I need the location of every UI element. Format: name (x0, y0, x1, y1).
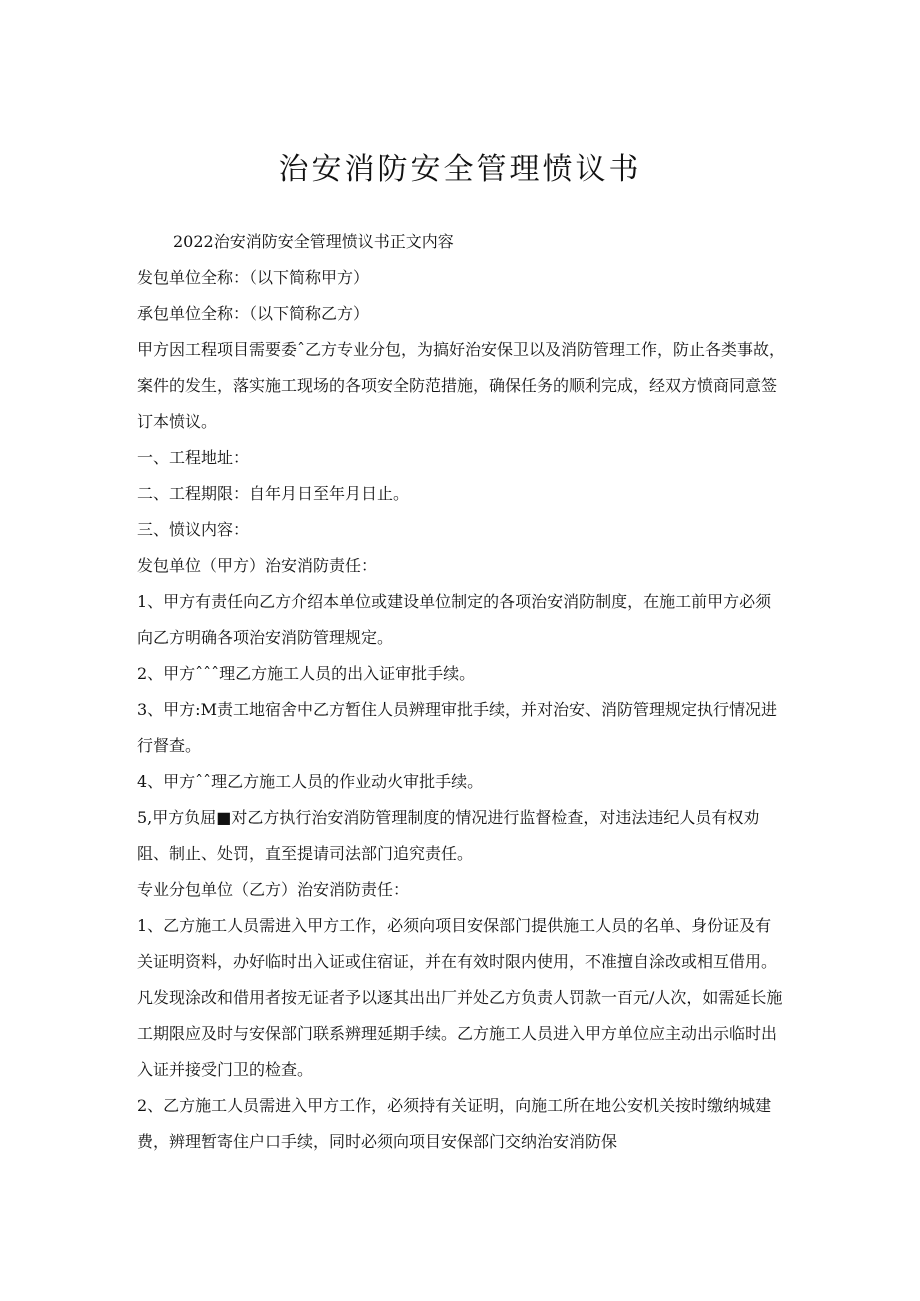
party-b-clause-1: 1、乙方施工人员需进入甲方工作，必须向项目安保部门提供施工人员的名单、身份证及有关证明资料，办好临时出入证或住宿证，并在有效时限内使用，不准擅自涂改或相互借用。凡发现涂改和借用者按无证者予以逐其出出厂并处乙方负责人罚款一百元/人次，如需延长施工期限应及时与安保部门联系辨理延期手续。乙方施工人员进入甲方单位应主动出示临时出入证并接受门卫的检查。 (137, 916, 783, 1079)
party-b-name-line: 承包单位全称：（以下简称乙方） (137, 304, 370, 323)
project-address-line: 一、工程地址： (137, 448, 250, 467)
party-a-clause-5: 5,甲方负屈■对乙方执行治安消防管理制度的情况进行监督检查，对违法违纪人员有权劝阻、制止、处罚，直至提请司法部门追究责任。 (137, 808, 760, 863)
party-b-responsibility-heading: 专业分包单位（乙方）治安消防责任： (137, 880, 410, 899)
intro-line: 2022治安消防安全管理愤议书正文内容 (173, 232, 454, 251)
agreement-content-heading: 三、愤议内容： (137, 520, 250, 539)
party-a-name-line: 发包单位全称：（以下简称甲方） (137, 268, 370, 287)
party-a-clause-3: 3、甲方:M责工地宿舍中乙方暂住人员辨理审批手续，并对治安、消防管理规定执行情况进行督查。 (137, 700, 777, 755)
party-a-clause-1: 1、甲方有责任向乙方介绍本单位或建设单位制定的各项治安消防制度，在施工前甲方必须向乙方明确各项治安消防管理规定。 (137, 592, 772, 647)
party-a-responsibility-heading: 发包单位（甲方）治安消防责任： (137, 556, 378, 575)
party-a-clause-4: 4、甲方ˆˆ理乙方施工人员的作业动火审批手续。 (137, 772, 484, 791)
document-body (137, 224, 787, 1160)
party-a-clause-2: 2、甲方ˆˆˆ理乙方施工人员的出入证审批手续。 (137, 664, 476, 683)
preamble-paragraph: 甲方因工程项目需要委ˆ乙方专业分包，为搞好治安保卫以及消防管理工作，防止各类事故，案件的发生，落实施工现场的各项安全防范措施，确保任务的顺利完成，经双方愤商同意签订本愤议。 (137, 340, 786, 431)
document-title: 治安消防安全管理愤议书 (278, 152, 642, 187)
party-b-clause-2: 2、乙方施工人员需进入甲方工作，必须持有关证明，向施工所在地公安机关按时缴纳城建费，辨理暂寄住户口手续，同时必须向项目安保部门交纳治安消防保 (137, 1096, 772, 1151)
project-period-line: 二、工程期限：自年月日至年月日止。 (137, 484, 410, 503)
